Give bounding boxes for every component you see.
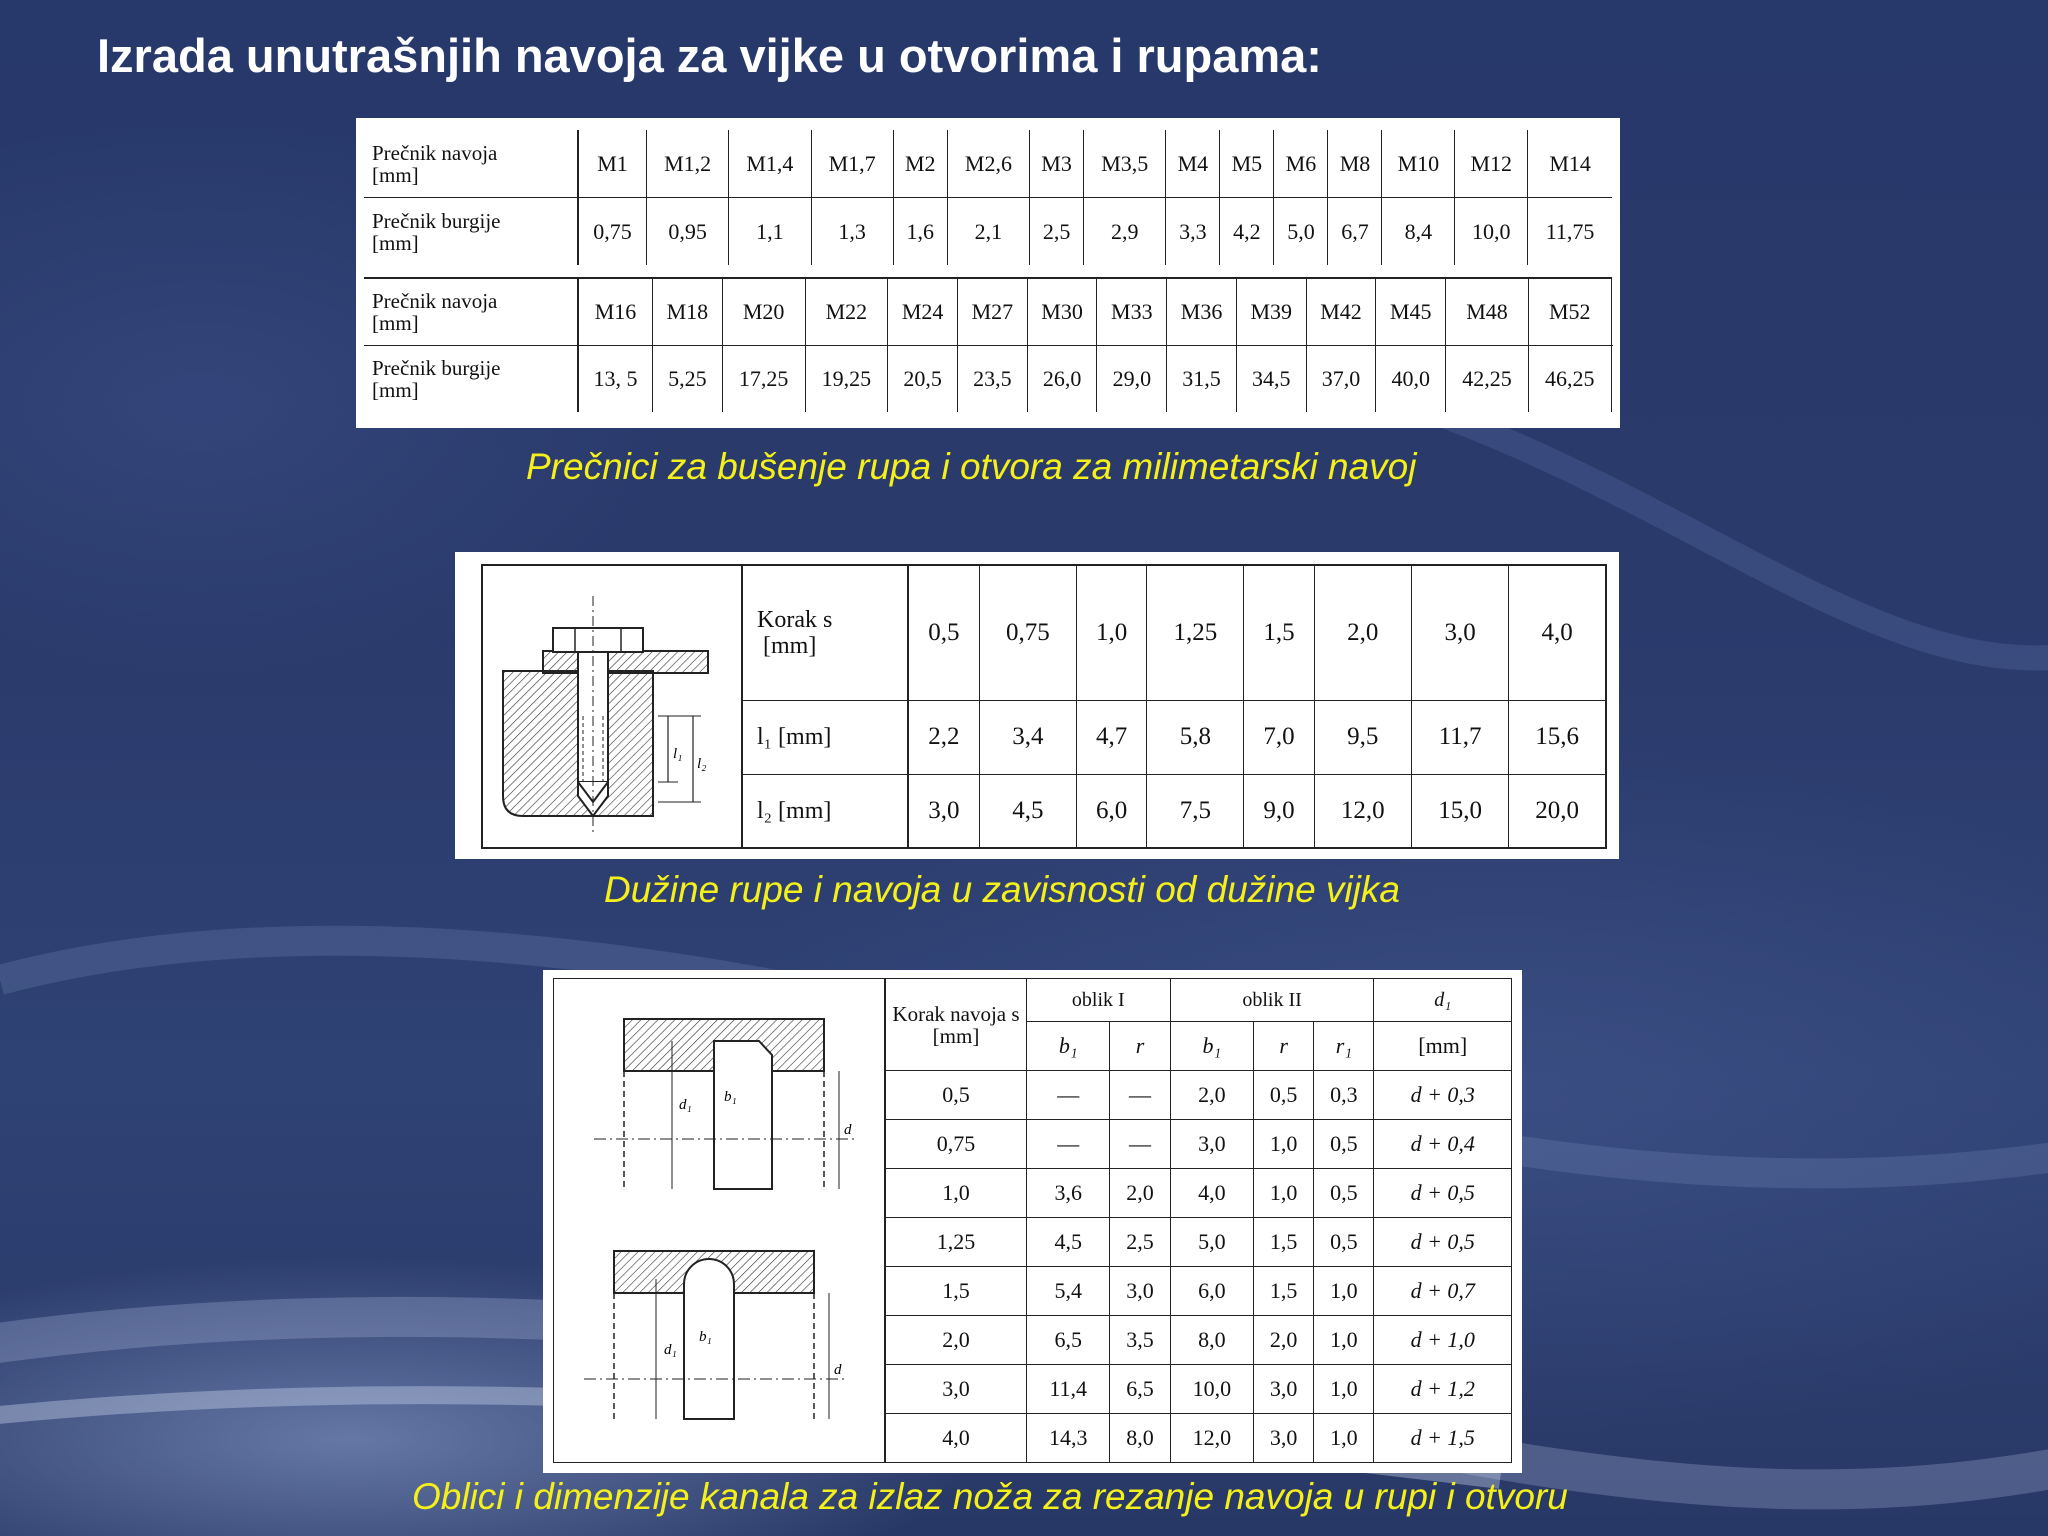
- table-cell: M1,4: [729, 130, 811, 198]
- table-cell: 2,5: [1030, 198, 1084, 266]
- table-cell: 26,0: [1027, 346, 1097, 412]
- column-header-oblik2: oblik II: [1170, 979, 1374, 1022]
- bolt-drawing-svg: [483, 566, 737, 847]
- table-cell: d + 0,5: [1374, 1169, 1511, 1218]
- table-row: [364, 346, 1612, 412]
- table-cell: 3,6: [1027, 1169, 1110, 1218]
- table-cell: 46,25: [1528, 346, 1611, 412]
- table-cell: M20: [722, 278, 805, 346]
- table-cell: 3,0: [908, 774, 979, 847]
- table-cell: 5,8: [1147, 700, 1244, 774]
- table-cell: 6,7: [1328, 198, 1382, 266]
- row-header-thread: Prečnik navoja [mm]: [364, 278, 578, 346]
- table-cell: d + 0,5: [1374, 1218, 1511, 1267]
- table-cell: 9,5: [1314, 700, 1411, 774]
- table-row: [886, 1120, 1511, 1169]
- row-header-korak: Korak s [mm]: [743, 566, 908, 700]
- hole-length-table-panel: [455, 552, 1619, 859]
- label-d1-lower: d₁: [664, 1342, 677, 1358]
- table-row: [743, 774, 1605, 847]
- table-cell: M1,2: [646, 130, 728, 198]
- table-cell: M8: [1328, 130, 1382, 198]
- table-cell: 1,5: [1254, 1267, 1314, 1316]
- table-cell: 9,0: [1244, 774, 1314, 847]
- table-cell: 6,0: [1077, 774, 1147, 847]
- table-cell: 37,0: [1306, 346, 1376, 412]
- table-cell: —: [1110, 1120, 1170, 1169]
- table-cell: 0,5: [1314, 1169, 1374, 1218]
- table-cell: M18: [653, 278, 723, 346]
- row-header-drill: Prečnik burgije [mm]: [364, 198, 578, 266]
- table-cell: d + 1,2: [1374, 1365, 1511, 1414]
- table-cell: 3,0: [1254, 1365, 1314, 1414]
- drill-diameter-table-panel: [356, 118, 1620, 428]
- table-cell: 10,0: [1170, 1365, 1253, 1414]
- table-cell: M24: [888, 278, 958, 346]
- table-cell: 12,0: [1314, 774, 1411, 847]
- table-cell: 2,0: [1110, 1169, 1170, 1218]
- table-row: [364, 278, 1612, 346]
- table-cell: M1,7: [811, 130, 893, 198]
- table-cell: 11,75: [1545, 218, 1595, 244]
- table-cell: 2,5: [1110, 1218, 1170, 1267]
- table-cell: d + 1,0: [1374, 1316, 1511, 1365]
- drill-diameter-table-part2: [364, 277, 1612, 412]
- table-cell: M12: [1455, 130, 1528, 198]
- table-cell: M52: [1528, 278, 1611, 346]
- table-cell: M39: [1236, 278, 1306, 346]
- table-cell: M30: [1027, 278, 1097, 346]
- table-row: [886, 1071, 1511, 1120]
- table-cell: 6,5: [1110, 1365, 1170, 1414]
- table-cell: 1,0: [1314, 1316, 1374, 1365]
- table-cell: 0,75: [578, 198, 646, 266]
- table-cell: 7,0: [1244, 700, 1314, 774]
- table-row: [743, 700, 1605, 774]
- table-cell: 20,5: [888, 346, 958, 412]
- table-cell: 2,1: [947, 198, 1029, 266]
- table-cell: 1,5: [886, 1267, 1027, 1316]
- table-row: [364, 198, 1612, 266]
- table-cell: 1,0: [886, 1169, 1027, 1218]
- table-cell: M33: [1097, 278, 1167, 346]
- table-cell: d + 0,3: [1374, 1071, 1511, 1120]
- table-cell: 2,2: [908, 700, 979, 774]
- table-cell: 19,25: [805, 346, 888, 412]
- table-cell: 4,0: [1170, 1169, 1253, 1218]
- table-cell: 4,5: [979, 774, 1076, 847]
- table-cell: 2,0: [886, 1316, 1027, 1365]
- table-cell: 11,7: [1411, 700, 1508, 774]
- table-cell: M45: [1376, 278, 1446, 346]
- table-cell: 1,0: [1314, 1267, 1374, 1316]
- label-b1-lower: b₁: [699, 1329, 712, 1345]
- table-cell: 3,3: [1166, 198, 1220, 266]
- table-cell: 3,0: [1411, 566, 1508, 700]
- table-row: [886, 1316, 1511, 1365]
- page-title: Izrada unutrašnjih navoja za vijke u otvorima i rupama:: [97, 29, 1322, 82]
- table-cell: M10: [1382, 130, 1455, 198]
- table-cell: 8,0: [1110, 1414, 1170, 1462]
- table-cell: 0,5: [1254, 1071, 1314, 1120]
- table-cell: [1611, 278, 1612, 346]
- table-cell: 29,0: [1097, 346, 1167, 412]
- table-cell: 0,5: [886, 1071, 1027, 1120]
- table-cell: 0,3: [1314, 1071, 1374, 1120]
- table-cell: 8,4: [1382, 198, 1455, 266]
- table-cell: 2,0: [1170, 1071, 1253, 1120]
- table-cell: d + 0,7: [1374, 1267, 1511, 1316]
- column-header-b1: b₁: [1170, 1022, 1253, 1071]
- table-cell: 6,0: [1170, 1267, 1253, 1316]
- table-cell: [1611, 346, 1612, 412]
- table-cell: 15,6: [1509, 700, 1605, 774]
- table-cell: M3,5: [1084, 130, 1166, 198]
- table-cell: 3,5: [1110, 1316, 1170, 1365]
- table-cell: 5,0: [1274, 198, 1328, 266]
- table-cell: 40,0: [1376, 346, 1446, 412]
- groove-drawing-svg: [554, 979, 882, 1461]
- label-d1-upper: d₁: [679, 1097, 692, 1113]
- drill-diameter-table-part1: [364, 130, 1612, 265]
- table-cell: 2,0: [1314, 566, 1411, 700]
- table-cell: 1,1: [729, 198, 811, 266]
- table-cell: 20,0: [1535, 796, 1579, 824]
- table-cell: M16: [578, 278, 653, 346]
- table-cell: 1,5: [1254, 1218, 1314, 1267]
- row-header-l1: l₁ [mm]: [743, 700, 908, 774]
- table-cell: M6: [1274, 130, 1328, 198]
- dimension-label-l1: l₁: [673, 746, 683, 762]
- table-cell: 0,95: [646, 198, 728, 266]
- caption-relief-grooves: Oblici i dimenzije kanala za izlaz noža za rezanje navoja u rupi i otvoru: [412, 1476, 1568, 1517]
- table-cell: 3,0: [1110, 1267, 1170, 1316]
- bolt-in-hole-drawing: [483, 566, 743, 847]
- table-cell: 8,0: [1170, 1316, 1253, 1365]
- table-cell: 23,5: [957, 346, 1027, 412]
- table-cell: 7,5: [1147, 774, 1244, 847]
- table-cell: M27: [957, 278, 1027, 346]
- table-cell: 34,5: [1236, 346, 1306, 412]
- relief-groove-table: [886, 979, 1511, 1462]
- label-d-upper: d: [844, 1122, 852, 1138]
- table-cell: 42,25: [1446, 346, 1529, 412]
- table-row: [886, 1169, 1511, 1218]
- table-cell: M14: [1528, 130, 1612, 198]
- table-cell: 4,7: [1077, 700, 1147, 774]
- table-cell: 31,5: [1167, 346, 1237, 412]
- column-header-korak: Korak navoja s [mm]: [886, 979, 1027, 1071]
- column-header-r1: r₁: [1314, 1022, 1374, 1071]
- table-cell: 2,0: [1254, 1316, 1314, 1365]
- table-cell: 10,0: [1455, 198, 1528, 266]
- table-cell: 11,4: [1027, 1365, 1110, 1414]
- column-header-oblik1: oblik I: [1027, 979, 1171, 1022]
- table-cell: M1: [578, 130, 646, 198]
- dimension-label-l2: l₂: [697, 756, 707, 772]
- table-cell: —: [1027, 1071, 1110, 1120]
- column-header-b1: b₁: [1027, 1022, 1110, 1071]
- table-header-row: [886, 979, 1511, 1022]
- relief-groove-drawing: [554, 979, 886, 1462]
- relief-groove-table-panel: [543, 970, 1522, 1473]
- table-cell: 4,0: [1509, 566, 1605, 700]
- table-row: [743, 566, 1605, 700]
- column-header-d1: d₁: [1374, 979, 1511, 1022]
- table-cell: d + 1,5: [1410, 1425, 1475, 1451]
- table-cell: 12,0: [1170, 1414, 1253, 1462]
- row-header-drill: Prečnik burgije [mm]: [364, 346, 578, 412]
- table-cell: 4,0: [886, 1414, 1027, 1462]
- table-cell: 2,9: [1084, 198, 1166, 266]
- table-row: [886, 1218, 1511, 1267]
- table-cell: 1,0: [1254, 1120, 1314, 1169]
- hole-length-table: [743, 566, 1605, 847]
- table-cell: d + 0,4: [1374, 1120, 1511, 1169]
- table-cell: 5,4: [1027, 1267, 1110, 1316]
- table-cell: 4,2: [1220, 198, 1274, 266]
- column-header-mm: [mm]: [1374, 1022, 1511, 1071]
- table-cell: 3,0: [886, 1365, 1027, 1414]
- table-cell: M5: [1220, 130, 1274, 198]
- table-cell: 1,0: [1314, 1414, 1374, 1462]
- relief-groove-table-frame: [553, 978, 1512, 1463]
- table-cell: 15,0: [1411, 774, 1508, 847]
- table-cell: 0,5: [908, 566, 979, 700]
- table-cell: 6,5: [1027, 1316, 1110, 1365]
- table-cell: 1,0: [1314, 1365, 1374, 1414]
- table-cell: 14,3: [1027, 1414, 1110, 1462]
- table-row: [886, 1365, 1511, 1414]
- table-cell: M4: [1166, 130, 1220, 198]
- label-d-lower: d: [834, 1362, 842, 1378]
- table-cell: 0,5: [1314, 1218, 1374, 1267]
- table-cell: M22: [805, 278, 888, 346]
- caption-hole-lengths: Dužine rupe i navoja u zavisnosti od dužine vijka: [604, 869, 1400, 910]
- table-cell: 3,0: [1170, 1120, 1253, 1169]
- table-cell: M36: [1167, 278, 1237, 346]
- table-cell: 1,0: [1254, 1169, 1314, 1218]
- table-cell: 1,5: [1244, 566, 1314, 700]
- row-header-thread: Prečnik navoja [mm]: [364, 130, 578, 198]
- table-cell: M3: [1030, 130, 1084, 198]
- table-cell: —: [1027, 1120, 1110, 1169]
- table-cell: 0,75: [886, 1120, 1027, 1169]
- table-cell: —: [1110, 1071, 1170, 1120]
- table-row: [886, 1414, 1511, 1462]
- table-cell: 1,3: [811, 198, 893, 266]
- label-b1-upper: b₁: [724, 1089, 737, 1105]
- table-cell: 5,25: [653, 346, 723, 412]
- table-cell: 3,4: [979, 700, 1076, 774]
- table-cell: 1,0: [1077, 566, 1147, 700]
- table-cell: 5,0: [1170, 1218, 1253, 1267]
- column-header-r: r: [1254, 1022, 1314, 1071]
- table-cell: M48: [1446, 278, 1529, 346]
- table-cell: 1,6: [893, 198, 947, 266]
- hole-length-table-frame: [481, 564, 1607, 849]
- table-cell: 1,25: [886, 1218, 1027, 1267]
- table-cell: M2: [893, 130, 947, 198]
- table-cell: 3,0: [1254, 1414, 1314, 1462]
- table-cell: M42: [1306, 278, 1376, 346]
- column-header-r: r: [1110, 1022, 1170, 1071]
- table-cell: 17,25: [722, 346, 805, 412]
- table-row: [364, 130, 1612, 198]
- table-cell: 13, 5: [578, 346, 653, 412]
- row-header-l2: l₂ [mm]: [743, 774, 908, 847]
- table-cell: 0,75: [979, 566, 1076, 700]
- table-cell: 0,5: [1314, 1120, 1374, 1169]
- caption-drill-diameters: Prečnici za bušenje rupa i otvora za milimetarski navoj: [526, 446, 1417, 487]
- table-cell: 1,25: [1147, 566, 1244, 700]
- table-cell: M2,6: [947, 130, 1029, 198]
- table-row: [886, 1267, 1511, 1316]
- table-cell: 4,5: [1027, 1218, 1110, 1267]
